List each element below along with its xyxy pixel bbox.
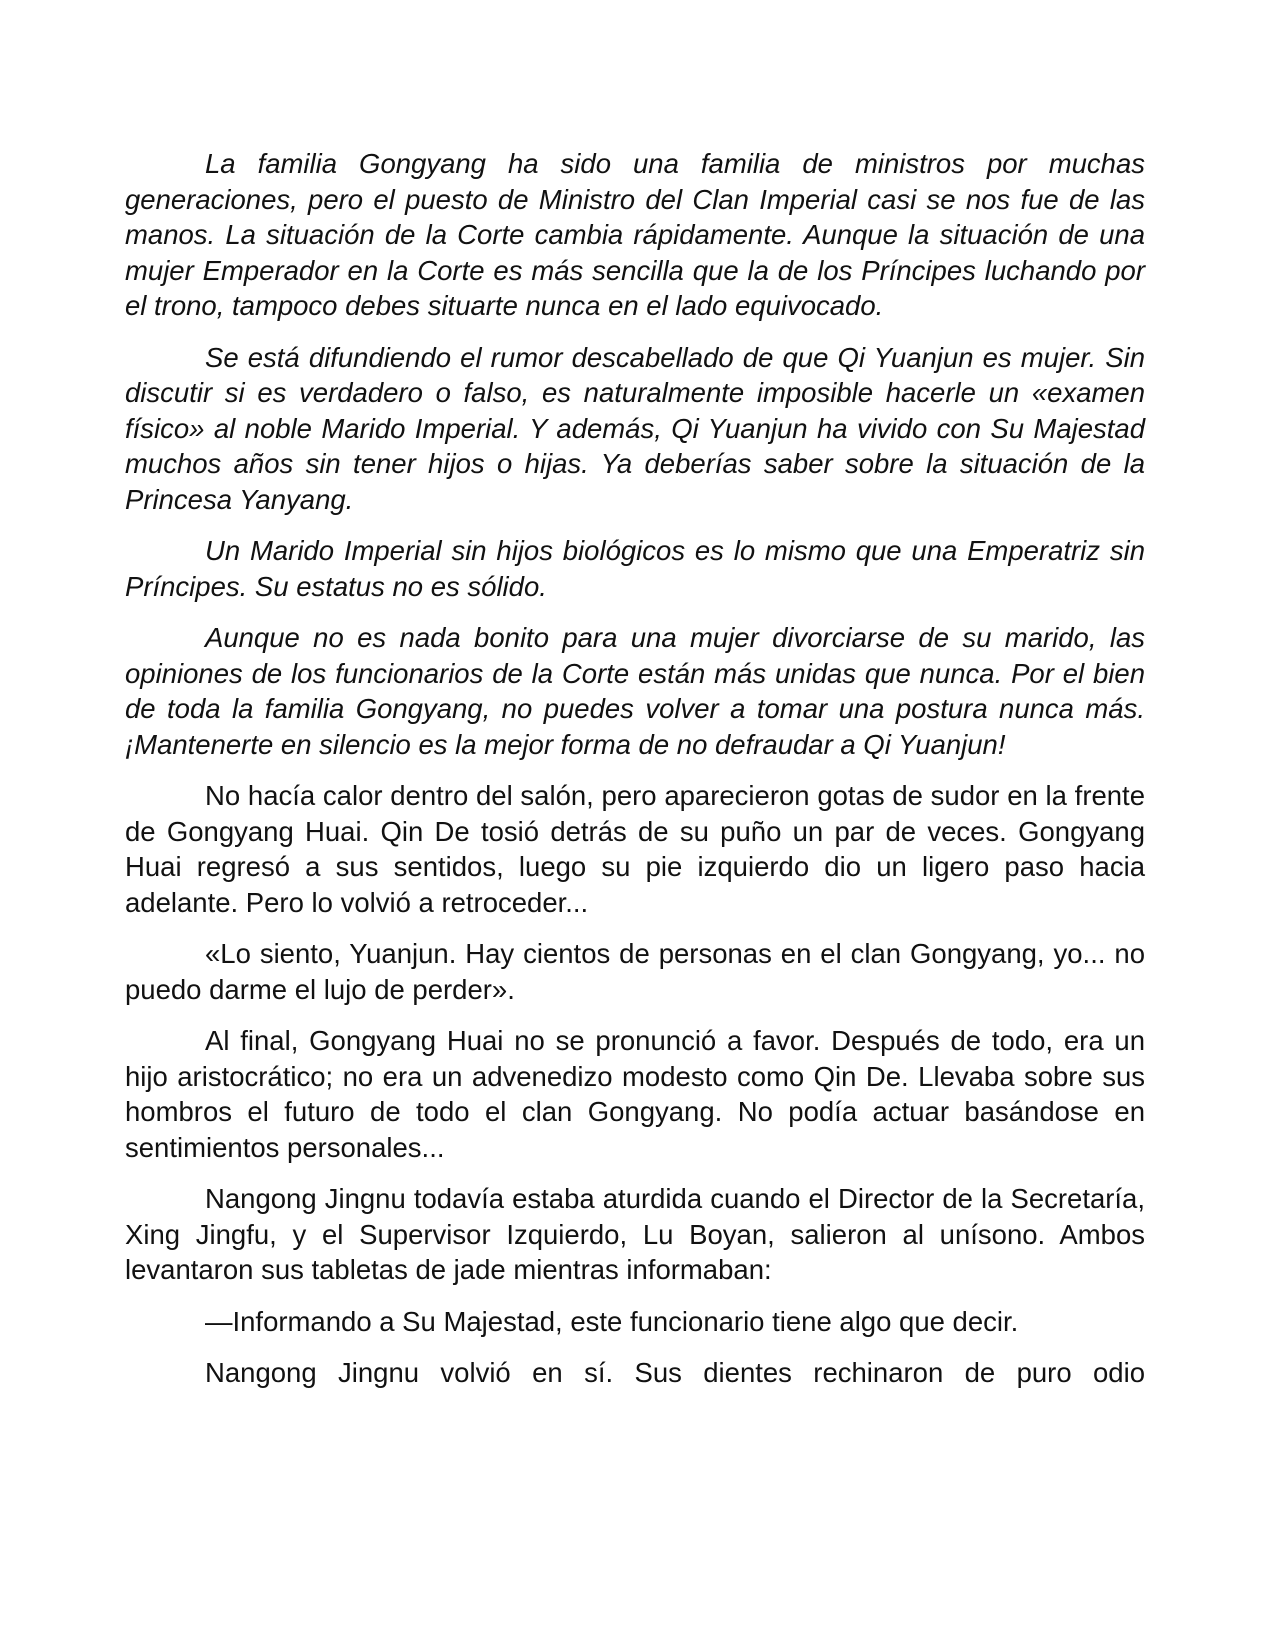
paragraph-5: No hacía calor dentro del salón, pero aparecieron gotas de sudor en la frente de Gongyang Huai. Qin De tosió detrás de su puño un par de veces. Gongyang Huai regresó a sus sentidos, luego su pie izquierdo dio un ligero paso hacia adelante. Pero lo volvió a retroceder... [125, 780, 1145, 918]
paragraph-10: Nangong Jingnu volvió en sí. Sus dientes rechinaron de puro odio [205, 1357, 1145, 1388]
document-page [125, 146, 1145, 1407]
paragraph-italic-1: La familia Gongyang ha sido una familia de ministros por muchas generaciones, pero el puesto de Ministro del Clan Imperial casi se nos fue de las manos. La situación de la Corte cambia rápidamente. Aunque la situación de una mujer Emperador en la Corte es más sencilla que la de los Príncipes luchando por el trono, tampoco debes situarte nunca en el lado equivocado. [125, 148, 1145, 321]
paragraph-9: —Informando a Su Majestad, este funcionario tiene algo que decir. [205, 1305, 1019, 1337]
paragraph-italic-4: Aunque no es nada bonito para una mujer divorciarse de su marido, las opiniones de los funcionarios de la Corte están más unidas que nunca. Por el bien de toda la familia Gongyang, no puedes volver a tomar una postura nunca más. ¡Mantenerte en silencio es la mejor forma de no defraudar a Qi Yuanjun! [125, 622, 1145, 760]
paragraph-8: Nangong Jingnu todavía estaba aturdida cuando el Director de la Secretaría, Xing Jingfu, y el Supervisor Izquierdo, Lu Boyan, salieron al unísono. Ambos levantaron sus tabletas de jade mientras informaban: [125, 1183, 1145, 1285]
paragraph-italic-2: Se está difundiendo el rumor descabellado de que Qi Yuanjun es mujer. Sin discutir si es verdadero o falso, es naturalmente imposible hacerle un «examen físico» al noble Marido Imperial. Y además, Qi Yuanjun ha vivido con Su Majestad muchos años sin tener hijos o hijas. Ya deberías saber sobre la situación de la Princesa Yanyang. [125, 341, 1145, 515]
paragraph-7: Al final, Gongyang Huai no se pronunció a favor. Después de todo, era un hijo aristocrático; no era un advenedizo modesto como Qin De. Llevaba sobre sus hombros el futuro de todo el clan Gongyang. No podía actuar basándose en sentimientos personales... [125, 1025, 1145, 1163]
paragraph-6: «Lo siento, Yuanjun. Hay cientos de personas en el clan Gongyang, yo... no puedo darme el lujo de perder». [125, 938, 1145, 1005]
paragraph-italic-3: Un Marido Imperial sin hijos biológicos es lo mismo que una Emperatriz sin Príncipes. Su estatus no es sólido. [125, 535, 1145, 602]
